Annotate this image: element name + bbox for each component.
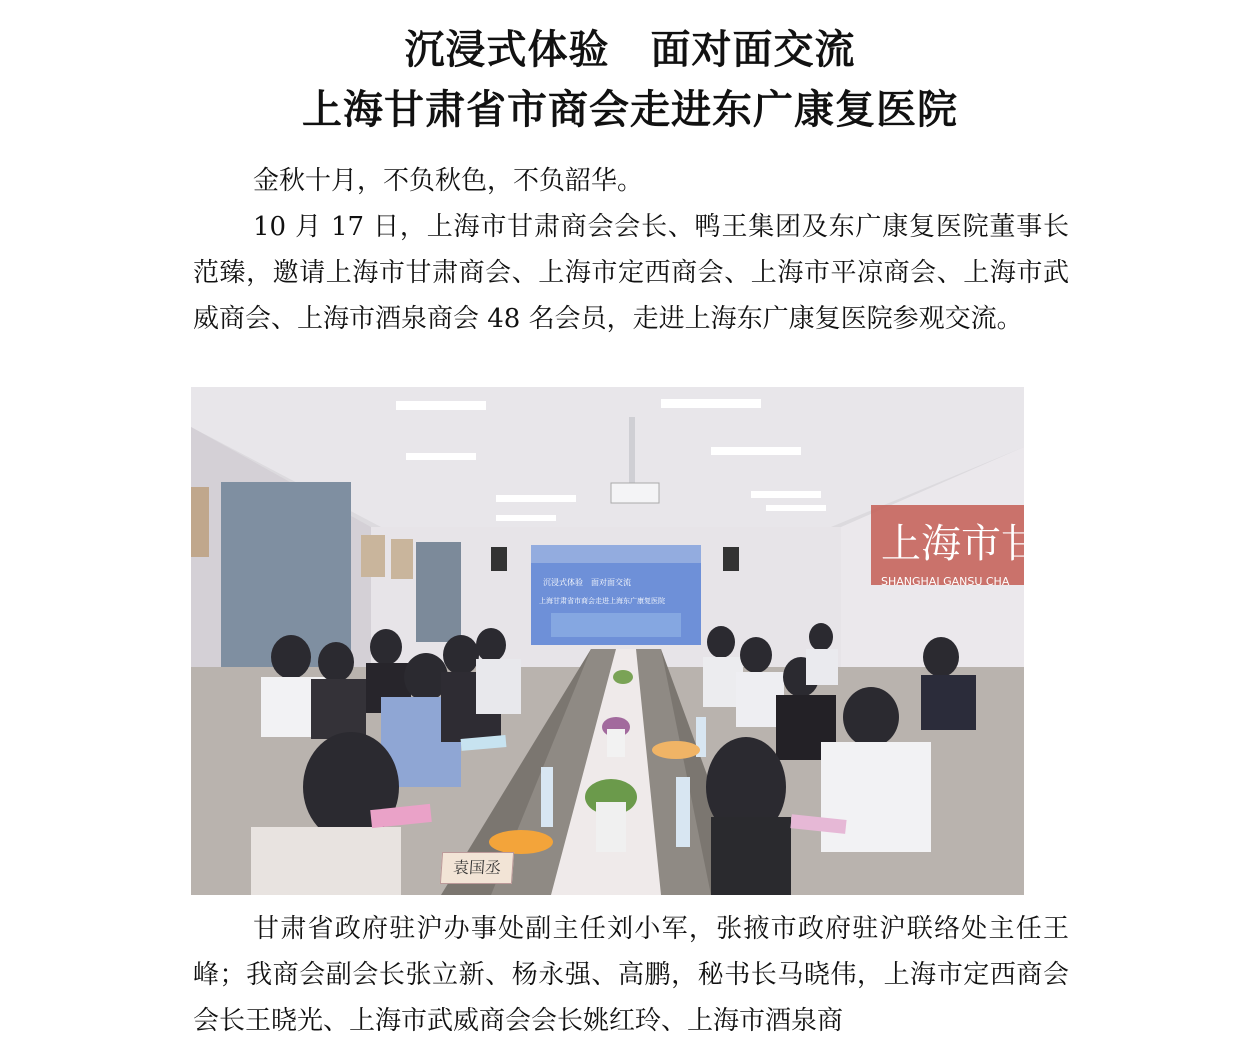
title-line-2: 上海甘肃省市商会走进东广康复医院 (302, 87, 958, 133)
title-line-1: 沉浸式体验 面对面交流 (404, 27, 856, 73)
nameplate: 袁国丞 (440, 852, 514, 884)
paragraph-2: 10 月 17 日，上海市甘肃商会会长、鸭王集团及东广康复医院董事长范臻，邀请上海市甘肃商会、上海市定西商会、上海市平凉商会、上海市武威商会、上海市酒泉商会 48 名会员，走进上海东广康复医院参观交流。 (193, 212, 1069, 334)
svg-text:沉浸式体验 面对面交流: 沉浸式体验 面对面交流 (543, 578, 631, 587)
svg-text:上海甘肃省市商会走进上海东广康复医院: 上海甘肃省市商会走进上海东广康复医院 (539, 597, 665, 605)
meeting-photo (191, 387, 1041, 895)
svg-text:SHANGHAI GANSU CHA: SHANGHAI GANSU CHA (881, 575, 1010, 588)
wall-sign: 上海市甘 (881, 521, 1041, 567)
meeting-photo-illustration (191, 387, 1041, 895)
paragraph-3: 甘肃省政府驻沪办事处副主任刘小军，张掖市政府驻沪联络处主任王峰；我商会副会长张立新、杨永强、高鹏，秘书长马晓伟，上海市定西商会会长王晓光、上海市武威商会会长姚红玲、上海市酒泉商 (193, 914, 1069, 1036)
paragraph-1: 金秋十月，不负秋色，不负韶华。 (253, 166, 644, 196)
